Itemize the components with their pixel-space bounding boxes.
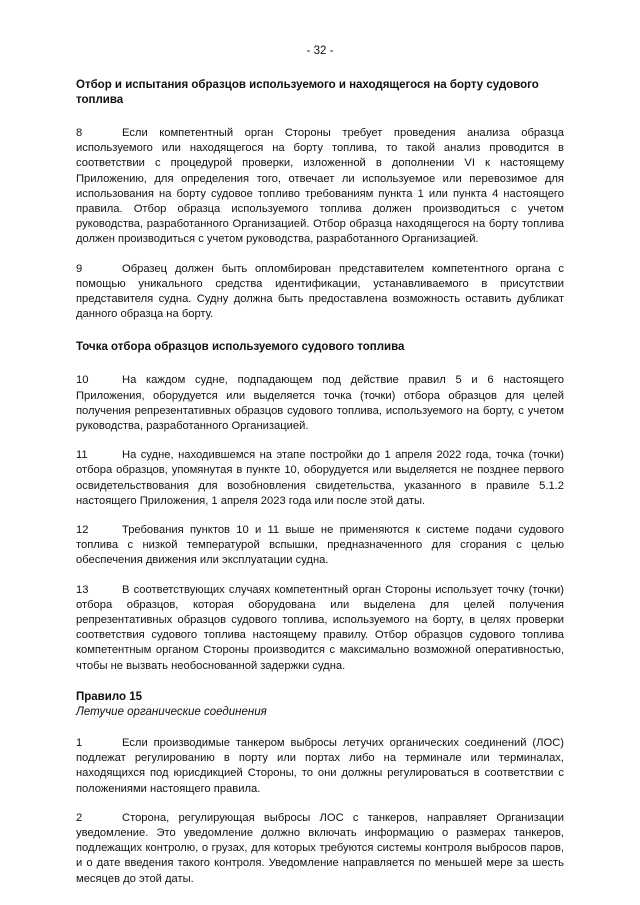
paragraph-text: Требования пунктов 10 и 11 выше не применяются к системе подачи судового топлива с низкой температурой вспышки, предназначенного для сгорания с целью обеспечения движения или эксплуатации судна. (76, 524, 564, 567)
section-heading-fuel-sampling: Отбор и испытания образцов используемого и находящегося на борту судового топлива (76, 79, 539, 106)
paragraph-number: 12 (76, 524, 89, 537)
paragraph-text: На судне, находившемся на этапе постройки до 1 апреля 2022 года, точка (точки) отбора образцов, упомянутая в пункте 10, оборудуется или выделяется не позднее первого освидетельствования для возобновления свидетельства, указанного в правиле 5.1.2 настоящего Приложения, 1 апреля 2023 года или после этой даты. (76, 449, 564, 507)
rule-subtitle: Летучие органические соединения (76, 705, 267, 718)
paragraph-number: 2 (76, 811, 83, 824)
paragraph-number: 8 (76, 127, 83, 139)
paragraph-9 (76, 262, 564, 323)
paragraph-text: Сторона, регулирующая выбросы ЛОС с танкеров, направляет Организации уведомление. Это уведомление должно включать информацию о размерах танкеров, подлежащих контролю, о грузах, для которых требуются системы контроля выбросов паров, и о дате введения такого контроля. Уведомление направляется по меньшей мере за шесть месяцев до этой даты. (76, 811, 564, 885)
paragraph-text: На каждом судне, подпадающем под действие правил 5 и 6 настоящего Приложения, оборудуется или выделяется точка (точки) отбора образцов для целей получения репрезентативных образцов судового топлива, используемого на борту, с учетом руководства, разработанного Организацией. (76, 374, 564, 433)
paragraph-8 (76, 126, 564, 248)
paragraph-number: 1 (76, 736, 83, 749)
paragraph-11 (76, 448, 564, 509)
paragraph-text: Образец должен быть опломбирован представителем компетентного органа с помощью уникального средства идентификации, устанавливаемого в присутствии представителя судна. Судну должна быть предоставлена возможность оставить дубликат данного образца на борту. (76, 262, 564, 321)
paragraph-12 (76, 523, 564, 569)
paragraph-number: 10 (76, 374, 89, 387)
paragraph-text: В соответствующих случаях компетентный орган Стороны использует точку (точки) отбора образцов, которая оборудована или выделена для целей получения репрезентативных образцов судового топлива, используемого на борту, в целях проверки соответствия судового топлива настоящему правилу. Отбор образцов судового топлива компетентным органом Стороны производится с максимально возможной оперативностью, чтобы не вызвать необоснованной задержки судна. (76, 583, 564, 672)
paragraph-text: Если производимые танкером выбросы летучих органических соединений (ЛОС) подлежат регулированию в порту или портах либо на терминале или терминалах, находящихся под юрисдикцией Стороны, то они должны регулироваться в соответствии с положениями настоящего правила. (76, 736, 564, 795)
paragraph-10 (76, 373, 564, 434)
paragraph-13 (76, 583, 564, 674)
paragraph-text: Если компетентный орган Стороны требует проведения анализа образца используемого или находящегося на борту топлива, то такой анализ проводится в соответствии с процедурой проверки, изложенной в дополнении VI к настоящему Приложению, для определения того, отвечает ли используемое или перевозимое для использования на борту судовое топливо требованиям пункта 1 или пункта 4 настоящего правила. Отбор образца используемого топлива должен производиться с учетом руководства, разработанного Организацией. Отбор образца находящегося на борту топлива должен производиться с учетом руководства, разработанного Организацией. (76, 127, 564, 246)
section-heading-sampling-point: Точка отбора образцов используемого судового топлива (76, 341, 405, 354)
page-number: - 32 - (306, 45, 334, 57)
rule-title: Правило 15 (76, 690, 142, 703)
rule15-paragraph-2 (76, 811, 564, 887)
paragraph-number: 9 (76, 262, 83, 275)
paragraph-number: 11 (76, 449, 88, 462)
paragraph-number: 13 (76, 583, 89, 596)
rule15-paragraph-1 (76, 736, 564, 797)
